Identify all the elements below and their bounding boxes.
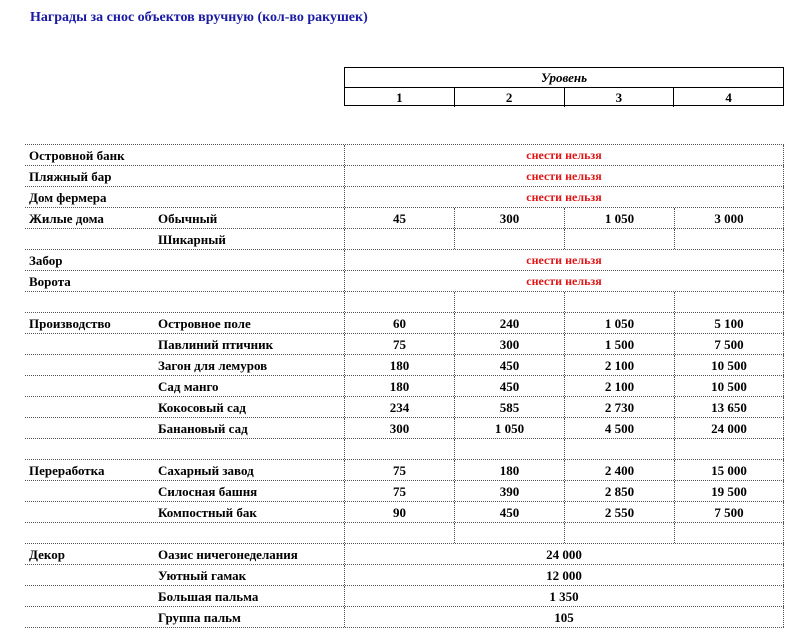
row-category bbox=[29, 607, 156, 627]
row-category: Производство bbox=[29, 316, 111, 331]
level-3-value: 2 100 bbox=[564, 355, 674, 375]
row-category bbox=[29, 439, 156, 459]
level-3-value bbox=[564, 523, 674, 543]
level-header bbox=[344, 67, 784, 106]
level-3-value: 2 100 bbox=[564, 376, 674, 396]
table-row bbox=[25, 208, 784, 229]
level-4-value bbox=[674, 229, 784, 249]
level-1-value: 75 bbox=[344, 334, 454, 354]
level-4-value: 10 500 bbox=[674, 355, 784, 375]
level-1-value: 75 bbox=[344, 460, 454, 480]
level-3-value: 2 730 bbox=[564, 397, 674, 417]
level-2-value bbox=[454, 229, 564, 249]
level-1-value: 234 bbox=[344, 397, 454, 417]
level-3-header: 3 bbox=[565, 88, 675, 107]
row-item bbox=[158, 523, 344, 543]
table-row bbox=[25, 229, 784, 250]
table-row bbox=[25, 439, 784, 460]
table-row bbox=[25, 586, 784, 607]
table-row bbox=[25, 544, 784, 565]
reward-value: 1 350 bbox=[344, 586, 784, 606]
row-item: Загон для лемуров bbox=[158, 358, 268, 373]
level-3-value: 2 850 bbox=[564, 481, 674, 501]
level-1-value: 60 bbox=[344, 313, 454, 333]
level-2-value bbox=[454, 439, 564, 459]
level-1-value: 180 bbox=[344, 355, 454, 375]
row-item: Большая пальма bbox=[158, 589, 259, 604]
level-4-value bbox=[674, 292, 784, 312]
table-row bbox=[25, 502, 784, 523]
reward-value: 24 000 bbox=[344, 544, 784, 564]
level-2-value bbox=[454, 523, 564, 543]
row-category: Забор bbox=[29, 253, 63, 268]
reward-value: 12 000 bbox=[344, 565, 784, 585]
row-category bbox=[29, 523, 156, 543]
row-item: Кокосовый сад bbox=[158, 400, 246, 415]
not-demolishable-note: снести нельзя bbox=[344, 145, 784, 165]
not-demolishable-note: снести нельзя bbox=[344, 250, 784, 270]
level-3-value: 2 550 bbox=[564, 502, 674, 522]
table-row bbox=[25, 250, 784, 271]
level-4-value: 15 000 bbox=[674, 460, 784, 480]
row-category bbox=[29, 586, 156, 606]
row-category bbox=[29, 565, 156, 585]
level-4-value: 13 650 bbox=[674, 397, 784, 417]
table-row bbox=[25, 144, 784, 166]
level-2-value: 585 bbox=[454, 397, 564, 417]
not-demolishable-note: снести нельзя bbox=[344, 166, 784, 186]
level-3-value bbox=[564, 229, 674, 249]
level-1-value bbox=[344, 229, 454, 249]
row-category: Пляжный бар bbox=[29, 169, 112, 184]
table-row bbox=[25, 397, 784, 418]
table-row bbox=[25, 292, 784, 313]
row-category bbox=[29, 376, 156, 396]
row-item: Сад манго bbox=[158, 379, 219, 394]
row-category: Декор bbox=[29, 547, 65, 562]
level-2-value: 450 bbox=[454, 355, 564, 375]
row-item: Обычный bbox=[158, 211, 218, 226]
row-item bbox=[158, 145, 344, 165]
not-demolishable-note: снести нельзя bbox=[344, 271, 784, 291]
level-1-header: 1 bbox=[345, 88, 455, 107]
level-2-header: 2 bbox=[455, 88, 565, 107]
row-item bbox=[158, 439, 344, 459]
level-4-value: 3 000 bbox=[674, 208, 784, 228]
level-1-value bbox=[344, 292, 454, 312]
level-3-value: 4 500 bbox=[564, 418, 674, 438]
level-1-value: 75 bbox=[344, 481, 454, 501]
level-4-value: 24 000 bbox=[674, 418, 784, 438]
level-4-value: 19 500 bbox=[674, 481, 784, 501]
table-row bbox=[25, 376, 784, 397]
row-item: Банановый сад bbox=[158, 421, 248, 436]
table-row bbox=[25, 565, 784, 586]
table-row bbox=[25, 523, 784, 544]
row-item: Оазис ничегонеделания bbox=[158, 547, 298, 562]
table-row bbox=[25, 460, 784, 481]
row-item: Группа пальм bbox=[158, 610, 241, 625]
row-category: Дом фермера bbox=[29, 190, 107, 205]
level-4-value: 10 500 bbox=[674, 376, 784, 396]
row-item bbox=[158, 166, 344, 186]
row-category bbox=[29, 502, 156, 522]
level-2-value: 450 bbox=[454, 502, 564, 522]
level-4-value bbox=[674, 439, 784, 459]
row-item bbox=[158, 250, 344, 270]
row-item: Павлиний птичник bbox=[158, 337, 274, 352]
level-2-value: 300 bbox=[454, 208, 564, 228]
table-row bbox=[25, 418, 784, 439]
row-category bbox=[29, 229, 156, 249]
level-3-value: 1 500 bbox=[564, 334, 674, 354]
row-item: Компостный бак bbox=[158, 505, 257, 520]
level-1-value bbox=[344, 523, 454, 543]
row-category: Переработка bbox=[29, 463, 105, 478]
row-item bbox=[158, 271, 344, 291]
level-4-value: 7 500 bbox=[674, 334, 784, 354]
level-4-value: 7 500 bbox=[674, 502, 784, 522]
level-4-value: 5 100 bbox=[674, 313, 784, 333]
row-item: Шикарный bbox=[158, 232, 226, 247]
rewards-table bbox=[25, 144, 784, 628]
table-row bbox=[25, 355, 784, 376]
level-3-value bbox=[564, 439, 674, 459]
level-3-value: 1 050 bbox=[564, 208, 674, 228]
table-row bbox=[25, 271, 784, 292]
row-item bbox=[158, 187, 344, 207]
row-item: Силосная башня bbox=[158, 484, 258, 499]
row-category bbox=[29, 397, 156, 417]
level-1-value bbox=[344, 439, 454, 459]
not-demolishable-note: снести нельзя bbox=[344, 187, 784, 207]
level-2-value: 1 050 bbox=[454, 418, 564, 438]
level-1-value: 180 bbox=[344, 376, 454, 396]
row-category bbox=[29, 418, 156, 438]
table-row bbox=[25, 187, 784, 208]
row-item: Островное поле bbox=[158, 316, 251, 331]
row-category: Жилые дома bbox=[29, 211, 104, 226]
table-row bbox=[25, 334, 784, 355]
level-2-value: 390 bbox=[454, 481, 564, 501]
level-1-value: 45 bbox=[344, 208, 454, 228]
level-4-value bbox=[674, 523, 784, 543]
row-item: Уютный гамак bbox=[158, 568, 247, 583]
row-category: Островной банк bbox=[29, 148, 125, 163]
level-2-value: 300 bbox=[454, 334, 564, 354]
level-2-value: 240 bbox=[454, 313, 564, 333]
table-row bbox=[25, 481, 784, 502]
row-category bbox=[29, 292, 156, 312]
row-category bbox=[29, 334, 156, 354]
row-category bbox=[29, 481, 156, 501]
row-category bbox=[29, 355, 156, 375]
level-2-value: 450 bbox=[454, 376, 564, 396]
level-3-value: 2 400 bbox=[564, 460, 674, 480]
level-3-value: 1 050 bbox=[564, 313, 674, 333]
level-1-value: 90 bbox=[344, 502, 454, 522]
row-category: Ворота bbox=[29, 274, 71, 289]
table-row bbox=[25, 166, 784, 187]
level-label: Уровень bbox=[345, 68, 783, 88]
row-item: Сахарный завод bbox=[158, 463, 254, 478]
reward-value: 105 bbox=[344, 607, 784, 627]
level-2-value bbox=[454, 292, 564, 312]
row-item bbox=[158, 292, 344, 312]
level-1-value: 300 bbox=[344, 418, 454, 438]
level-3-value bbox=[564, 292, 674, 312]
level-4-header: 4 bbox=[725, 90, 732, 105]
table-row bbox=[25, 313, 784, 334]
page-title: Награды за снос объектов вручную (кол-во ракушек) bbox=[30, 10, 368, 25]
level-2-value: 180 bbox=[454, 460, 564, 480]
